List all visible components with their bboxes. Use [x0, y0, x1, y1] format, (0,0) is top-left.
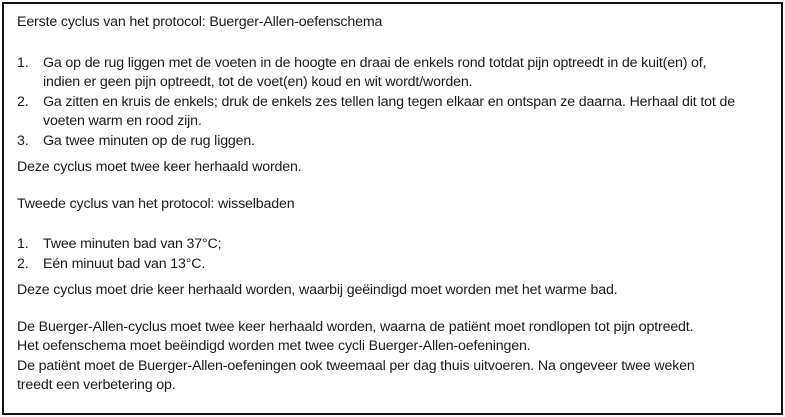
protocol-box	[2, 2, 783, 415]
cycle1-step	[17, 132, 777, 152]
cycle2-steps	[17, 235, 777, 274]
cycle2-heading: Tweede cyclus van het protocol: wisselbaden	[17, 195, 295, 212]
cycle2-step	[17, 255, 777, 275]
step-text: voeten warm en rood zijn.	[43, 113, 202, 129]
step-number: 1.	[17, 54, 29, 71]
closing-line: Het oefenschema moet beëindigd worden met twee cycli Buerger-Allen-oefeningen.	[17, 338, 531, 354]
step-text: Eén minuut bad van 13°C.	[43, 255, 206, 272]
cycle1-heading: Eerste cyclus van het protocol: Buerger-Allen-oefenschema	[17, 14, 383, 30]
step-text: Ga zitten en kruis de enkels; druk de enkels zes tellen lang tegen elkaar en ontspan ze daarna. Herhaal dit tot de	[43, 93, 735, 110]
cycle1-steps	[17, 54, 777, 152]
step-number: 2.	[17, 93, 29, 110]
cycle1-note: Deze cyclus moet twee keer herhaald worden.	[17, 159, 302, 175]
cycle1-step	[17, 54, 777, 93]
step-text: Twee minuten bad van 37°C;	[43, 236, 222, 252]
closing-paragraph	[17, 318, 777, 396]
step-number: 3.	[17, 132, 29, 149]
step-number: 2.	[17, 255, 29, 272]
cycle2-note: Deze cyclus moet drie keer herhaald worden, waarbij geëindigd moet worden met het warme bad.	[17, 282, 618, 298]
closing-line: treedt een verbetering op.	[17, 377, 176, 393]
closing-line: De patiënt moet de Buerger-Allen-oefeningen ook tweemaal per dag thuis uitvoeren. Na ongeveer twee weken	[17, 357, 695, 374]
cycle1-step	[17, 93, 777, 132]
step-text: Ga op de rug liggen met de voeten in de hoogte en draai de enkels rond totdat pijn optreedt in de kuit(en) of,	[43, 54, 707, 71]
step-text: indien er geen pijn optreedt, tot de voet(en) koud en wit wordt/worden.	[43, 74, 473, 90]
cycle2-step	[17, 235, 777, 255]
step-number: 1.	[17, 236, 29, 252]
closing-line: De Buerger-Allen-cyclus moet twee keer herhaald worden, waarna de patiënt moet rondlopen tot pijn optreedt.	[17, 318, 694, 335]
protocol-content	[17, 13, 777, 396]
step-text: Ga twee minuten op de rug liggen.	[43, 132, 255, 149]
